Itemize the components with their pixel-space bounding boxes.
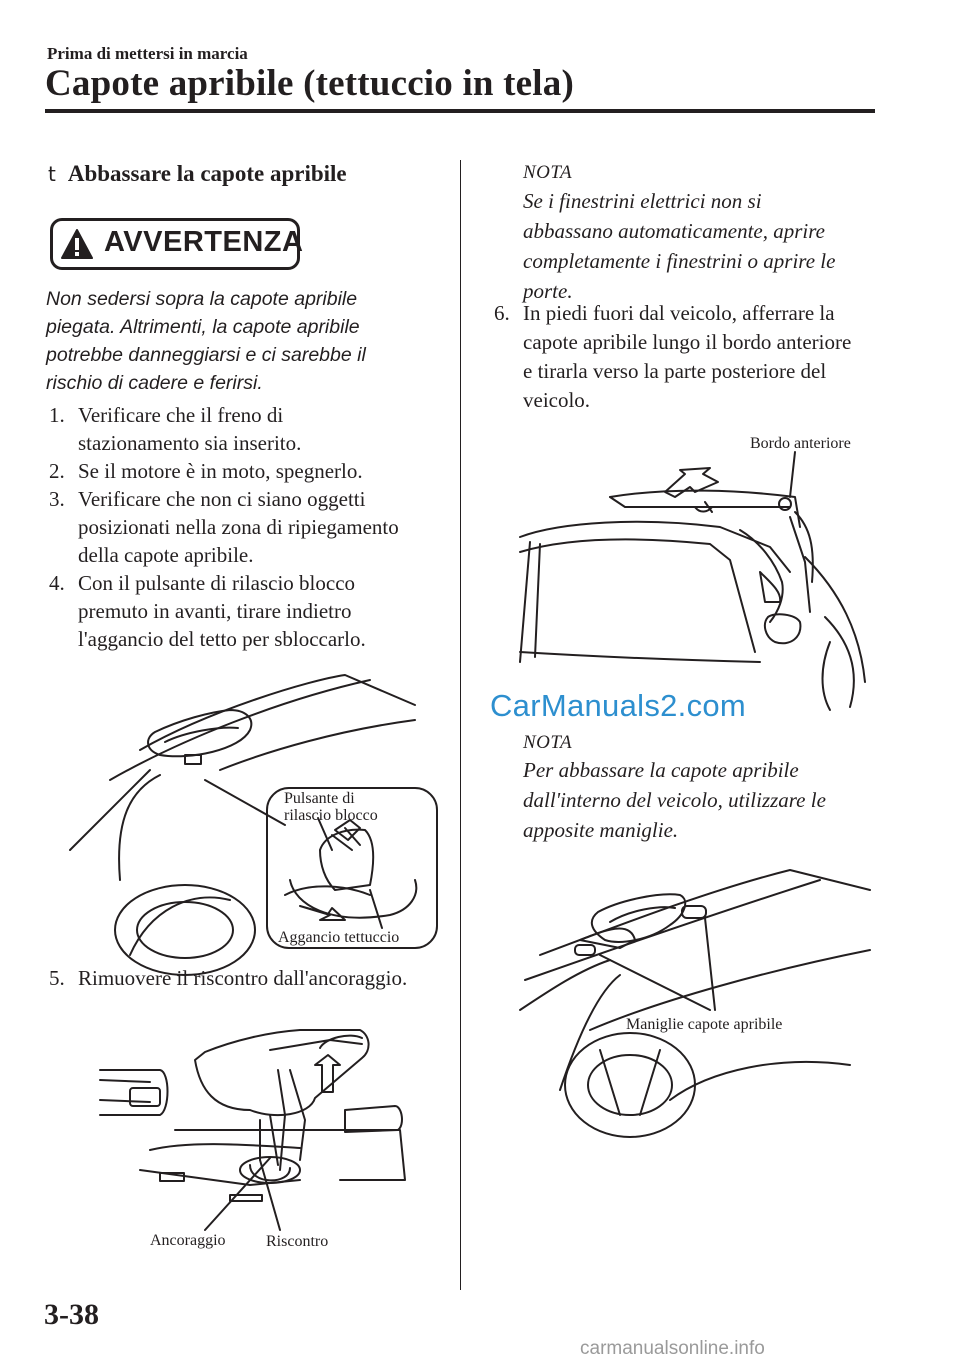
section-heading	[48, 161, 347, 187]
step-line: premuto in avanti, tirare indietro	[78, 599, 352, 623]
warning-line: potrebbe danneggiarsi e ci sarebbe il	[46, 344, 366, 366]
step-6	[494, 299, 914, 415]
warning-line: Non sedersi sopra la capote apribile	[46, 288, 358, 310]
step-line: della capote apribile.	[78, 543, 254, 567]
step-line: Se il motore è in moto, spegnerlo.	[78, 459, 363, 483]
section-label: Prima di mettersi in marcia	[47, 44, 248, 63]
step-line: veicolo.	[523, 388, 591, 412]
note-line: apposite maniglie.	[523, 818, 679, 842]
label-front-edge: Bordo anteriore	[750, 435, 851, 452]
step-line: l'aggancio del tetto per sbloccarlo.	[78, 627, 366, 651]
step-line: In piedi fuori dal veicolo, afferrare la	[523, 301, 835, 325]
note-line: completamente i finestrini o aprire le	[523, 249, 836, 273]
note-line: dall'interno del veicolo, utilizzare le	[523, 788, 826, 812]
heading-bullet: t	[48, 162, 56, 186]
step-number: 2.	[49, 459, 65, 483]
step-2	[49, 457, 449, 485]
label-line: rilascio blocco	[284, 807, 378, 824]
header-divider	[45, 109, 875, 113]
step-line: Verificare che non ci siano oggetti	[78, 487, 366, 511]
footer-watermark: carmanualsonline.info	[580, 1338, 765, 1359]
step-line: Rimuovere il riscontro dall'ancoraggio.	[78, 966, 408, 990]
watermark: CarManuals2.com	[490, 688, 747, 723]
note-line: abbassano automaticamente, aprire	[523, 219, 825, 243]
note-text	[523, 186, 883, 306]
warning-icon	[60, 228, 94, 260]
step-number: 1.	[49, 403, 65, 427]
step-line: e tirarla verso la parte posteriore del	[523, 359, 827, 383]
step-line: capote apribile lungo il bordo anteriore	[523, 330, 852, 354]
soft-top-pull-illustration	[520, 452, 870, 712]
step-number: 5.	[49, 966, 65, 990]
step-5	[49, 964, 459, 992]
interior-handles-illustration	[520, 860, 875, 1140]
warning-line: rischio di cadere e ferirsi.	[46, 372, 263, 394]
label-striker: Riscontro	[266, 1233, 329, 1250]
step-4	[49, 569, 459, 653]
label-roof-handles: Maniglie capote apribile	[626, 1016, 783, 1033]
heading-text: Abbassare la capote apribile	[67, 161, 347, 186]
roof-latch-illustration	[70, 670, 445, 955]
column-divider	[460, 160, 461, 1290]
note-heading: NOTA	[523, 162, 573, 183]
warning-label: AVVERTENZA	[104, 226, 304, 258]
step-number: 3.	[49, 487, 65, 511]
warning-line: piegata. Altrimenti, la capote apribile	[46, 316, 360, 338]
step-number: 4.	[49, 571, 65, 595]
step-3	[49, 485, 459, 569]
warning-text	[46, 285, 446, 397]
note-line: Se i finestrini elettrici non si	[523, 189, 762, 213]
note-line: porte.	[523, 279, 573, 303]
page-number: 3-38	[44, 1298, 99, 1331]
step-line: posizionati nella zona di ripiegamento	[78, 515, 399, 539]
label-anchor: Ancoraggio	[150, 1232, 226, 1249]
label-roof-hook: Aggancio tettuccio	[278, 929, 400, 946]
step-1	[49, 401, 449, 457]
note-heading: NOTA	[523, 732, 573, 753]
anchor-striker-illustration	[100, 1020, 410, 1245]
step-line: Con il pulsante di rilascio blocco	[78, 571, 356, 595]
step-line: Verificare che il freno di	[78, 403, 284, 427]
note-line: Per abbassare la capote apribile	[523, 758, 799, 782]
page-title: Capote apribile (tettuccio in tela)	[45, 63, 574, 104]
step-number: 6.	[494, 301, 510, 325]
label-line: Pulsante di	[284, 790, 355, 807]
note-text	[523, 755, 883, 845]
step-line: stazionamento sia inserito.	[78, 431, 302, 455]
label-release-button	[284, 790, 378, 824]
